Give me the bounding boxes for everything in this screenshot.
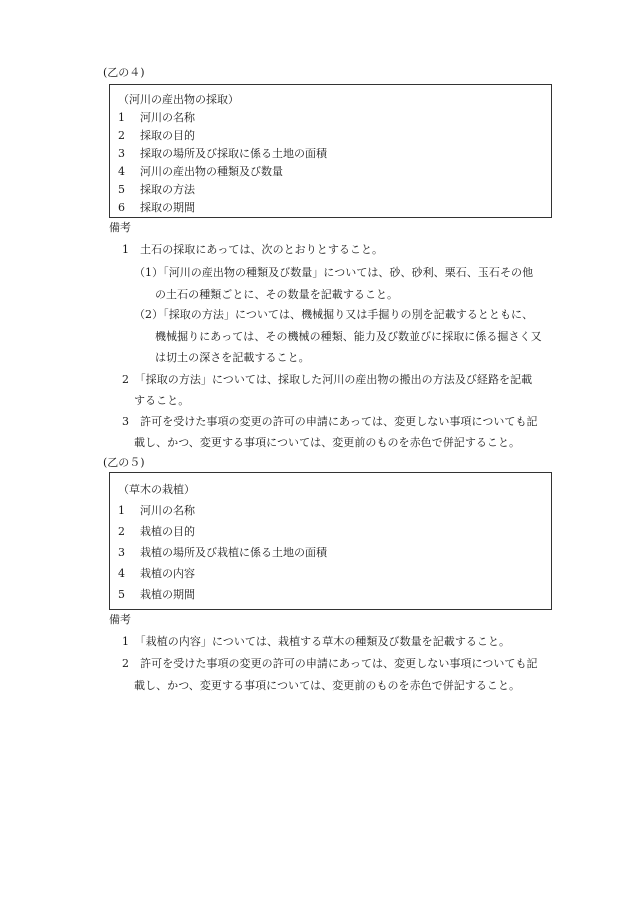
- note-line: （1）「河川の産出物の種類及び数量」については、砂、砂利、栗石、玉石その他: [134, 266, 534, 279]
- box-item: [118, 165, 283, 179]
- item-text: 採取の目的: [140, 129, 195, 142]
- section-label-otsu-5: (乙の５): [103, 456, 145, 469]
- note-line: の土石の種類ごとに、その数量を記載すること。: [155, 288, 399, 301]
- box-item: [118, 546, 327, 560]
- note-line: 2 許可を受けた事項の変更の許可の申請にあっては、変更しない事項についても記: [122, 657, 538, 670]
- note-line: （2）「採取の方法」については、機械掘り又は手掘りの別を記載するとともに、: [134, 308, 534, 321]
- item-number: 5: [118, 588, 125, 601]
- box-item: [118, 588, 195, 602]
- item-number: 1: [118, 111, 125, 124]
- item-text: 栽植の目的: [140, 525, 195, 538]
- item-text: 採取の場所及び採取に係る土地の面積: [140, 147, 327, 160]
- item-number: 6: [118, 201, 125, 214]
- item-text: 栽植の場所及び栽植に係る土地の面積: [140, 546, 327, 559]
- note-line: 2 「採取の方法」については、採取した河川の産出物の搬出の方法及び経路を記載: [122, 373, 533, 386]
- box-item: [118, 147, 327, 161]
- item-text: 栽植の期間: [140, 588, 195, 601]
- box-item: [118, 567, 195, 581]
- note-line: 機械掘りにあっては、その機械の種類、能力及び数並びに採取に係る掘さく又: [155, 330, 542, 343]
- note-line: 載し、かつ、変更する事項については、変更前のものを赤色で併記すること。: [134, 679, 521, 692]
- note-line: 3 許可を受けた事項の変更の許可の申請にあっては、変更しない事項についても記: [122, 415, 538, 428]
- item-number: 3: [118, 147, 125, 160]
- item-text: 河川の名称: [140, 111, 195, 124]
- item-text: 採取の期間: [140, 201, 195, 214]
- box-item: [118, 504, 195, 518]
- item-number: 3: [118, 546, 125, 559]
- box-item: [118, 183, 195, 197]
- note-line: 1 「栽植の内容」については、栽植する草木の種類及び数量を記載すること。: [122, 635, 511, 648]
- item-number: 4: [118, 567, 125, 580]
- form-box-otsu-5: [109, 472, 552, 610]
- section-label-otsu-4: (乙の４): [103, 66, 145, 79]
- box-item: [118, 111, 195, 125]
- item-text: 採取の方法: [140, 183, 195, 196]
- box-item: [118, 201, 195, 215]
- item-text: 栽植の内容: [140, 567, 195, 580]
- item-number: 2: [118, 525, 125, 538]
- box-item: [118, 525, 195, 539]
- biko-heading: 備考: [109, 613, 131, 626]
- item-text: 河川の名称: [140, 504, 195, 517]
- note-line: すること。: [134, 394, 190, 407]
- note-line: 1 土石の採取にあっては、次のとおりとすること。: [122, 243, 384, 256]
- box-title: （河川の産出物の採取）: [118, 93, 239, 106]
- form-box-otsu-4: [109, 84, 552, 218]
- biko-heading: 備考: [109, 221, 131, 234]
- box-title: （草木の栽植）: [118, 483, 195, 496]
- item-number: 5: [118, 183, 125, 196]
- item-number: 4: [118, 165, 125, 178]
- note-line: 載し、かつ、変更する事項については、変更前のものを赤色で併記すること。: [134, 436, 521, 449]
- note-line: は切土の深さを記載すること。: [155, 351, 310, 364]
- item-number: 2: [118, 129, 125, 142]
- item-text: 河川の産出物の種類及び数量: [140, 165, 283, 178]
- box-item: [118, 129, 195, 143]
- item-number: 1: [118, 504, 125, 517]
